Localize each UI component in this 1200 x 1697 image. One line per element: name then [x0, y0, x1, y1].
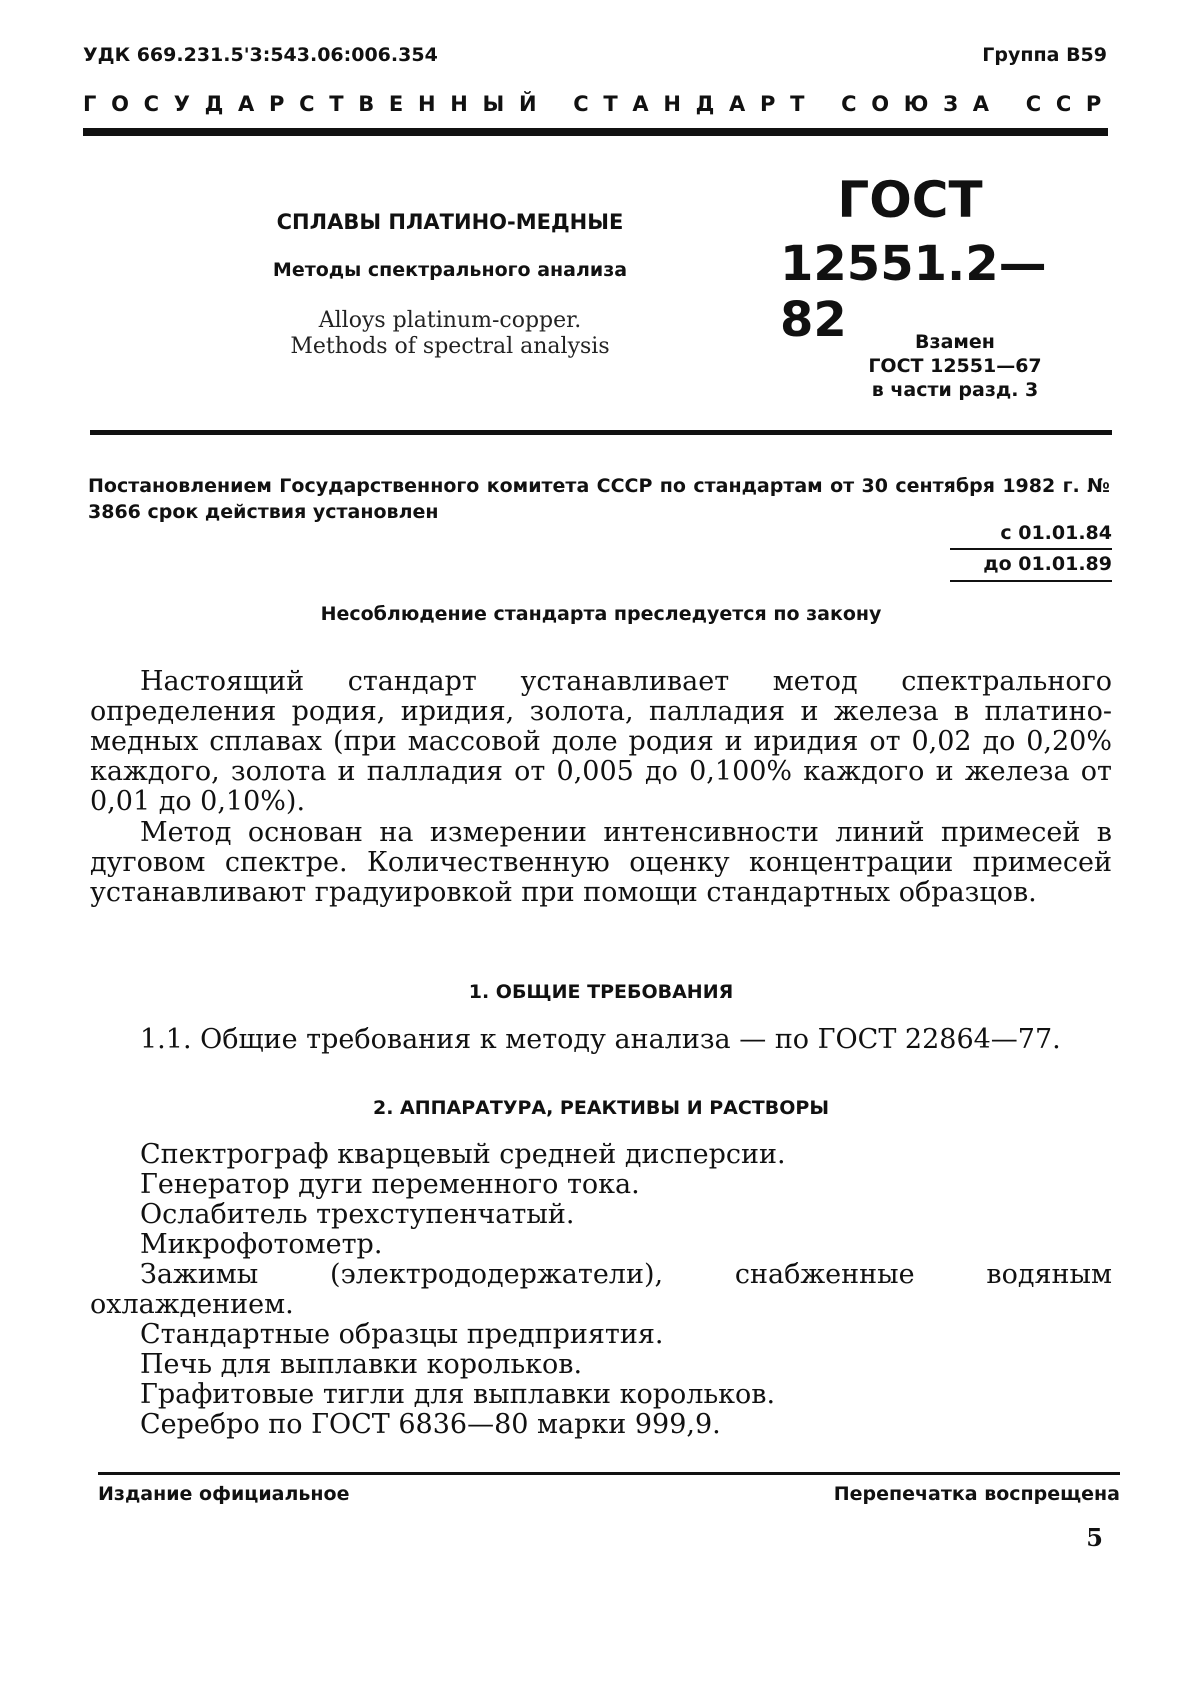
- list-item: Генератор дуги переменного тока.: [140, 1169, 640, 1200]
- gost-label: ГОСТ: [837, 171, 983, 229]
- date-underline: [950, 548, 1112, 550]
- validity-date-from: с 01.01.84: [1000, 522, 1112, 544]
- intro-paragraph-1: Настоящий стандарт устанавливает метод спектрального определения родия, иридия, золота, палладия и железа в платино-медных сплавах (при массовой доле родия и иридия от 0,02 до 0,20% каждого, золота и палладия от 0,005 до 0,100% каждого и железа от 0,01 до 0,10%).: [90, 666, 1112, 817]
- list-item: Зажимы (электрододержатели), снабженные водяным охлаждением.: [90, 1259, 1112, 1320]
- replaced-standard: ГОСТ 12551—67: [868, 355, 1042, 377]
- section-2-heading: 2. АППАРАТУРА, РЕАКТИВЫ И РАСТВОРЫ: [372, 1097, 830, 1119]
- list-item: Спектрограф кварцевый средней дисперсии.: [140, 1139, 786, 1170]
- english-title-line-1: Alloys platinum-copper.: [318, 308, 582, 333]
- page-number: 5: [1086, 1523, 1103, 1552]
- section-1-heading: 1. ОБЩИЕ ТРЕБОВАНИЯ: [468, 981, 734, 1003]
- replacement-scope: в части разд. 3: [871, 379, 1039, 401]
- validity-date-to: до 01.01.89: [983, 553, 1112, 575]
- replacement-label: Взамен: [915, 331, 995, 353]
- replacement-note: [830, 330, 1080, 402]
- list-item: Печь для выплавки корольков.: [140, 1349, 583, 1380]
- list-item: Стандартные образцы предприятия.: [140, 1319, 664, 1350]
- legal-notice: Несоблюдение стандарта преследуется по закону: [320, 603, 882, 625]
- gost-number: 12551.2—82: [780, 236, 1047, 348]
- udk-code: УДК 669.231.5'3:543.06:006.354: [83, 44, 438, 66]
- document-title: СПЛАВЫ ПЛАТИНО-МЕДНЫЕ: [276, 210, 624, 234]
- list-item: Серебро по ГОСТ 6836—80 марки 999,9.: [140, 1409, 721, 1440]
- top-divider: [83, 128, 1108, 136]
- document-subtitle: Методы спектрального анализа: [272, 259, 628, 281]
- english-title: [220, 308, 680, 360]
- section-1-item: 1.1. Общие требования к методу анализа — по ГОСТ 22864—77.: [140, 1024, 1061, 1055]
- english-title-line-2: Methods of spectral analysis: [290, 334, 610, 359]
- list-item: Ослабитель трехступенчатый.: [140, 1199, 575, 1230]
- edition-note: Издание официальное: [98, 1483, 350, 1505]
- standard-union-banner: ГОСУДАРСТВЕННЫЙ СТАНДАРТ СОЮЗА ССР: [83, 92, 1117, 116]
- reprint-notice: Перепечатка воспрещена: [833, 1483, 1120, 1505]
- intro-paragraph-2: Метод основан на измерении интенсивности линий примесей в дуговом спектре. Количественную оценку концентрации примесей устанавливают градуировкой при помощи стандартных образцов.: [90, 817, 1112, 908]
- group-code: Группа В59: [982, 44, 1107, 66]
- list-item: Микрофотометр.: [140, 1229, 383, 1260]
- footer-divider: [98, 1472, 1120, 1475]
- date-underline: [950, 580, 1112, 582]
- equipment-list: [90, 1140, 1112, 1440]
- middle-divider: [90, 430, 1112, 435]
- list-item: Графитовые тигли для выплавки корольков.: [140, 1379, 776, 1410]
- decree-text: Постановлением Государственного комитета СССР по стандартам от 30 сентября 1982 г. № 3866 срок действия установлен: [88, 475, 1110, 523]
